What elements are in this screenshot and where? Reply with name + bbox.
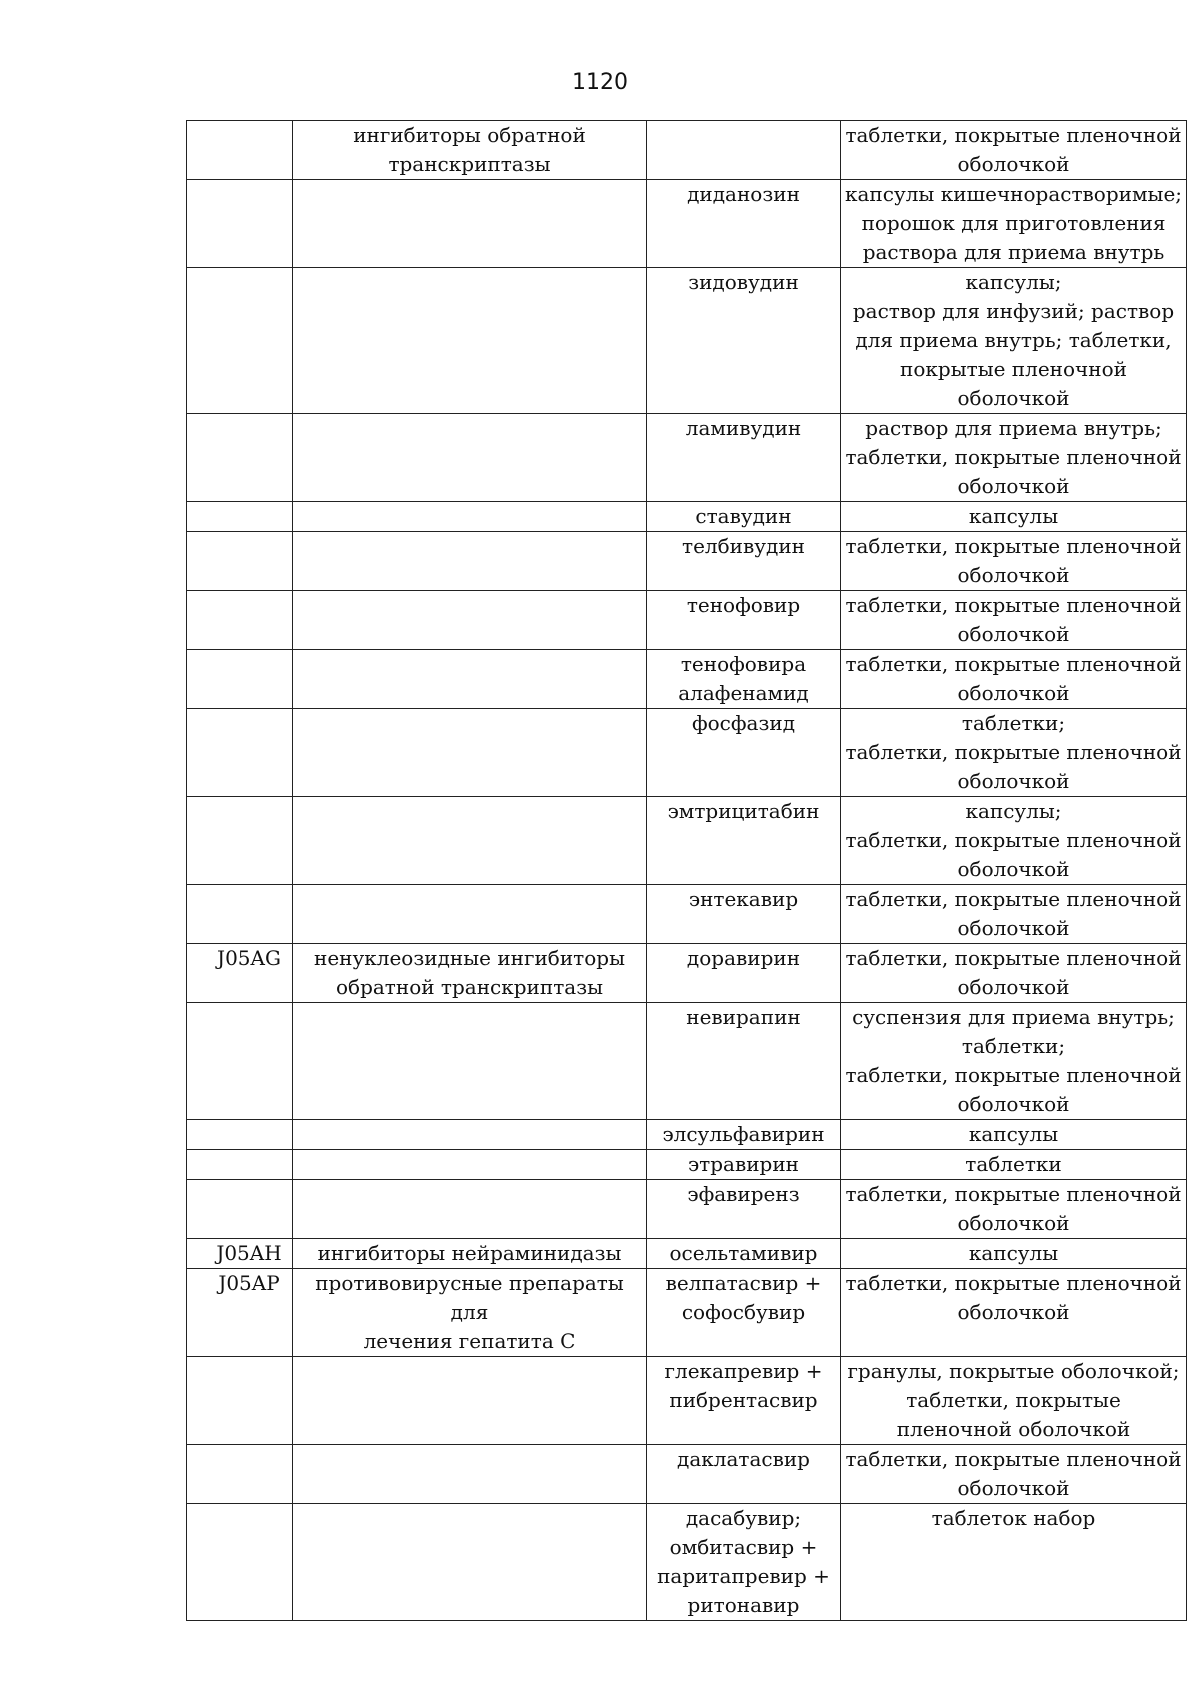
table-row: [187, 502, 1187, 532]
dosage-forms-cell: капсулы: [841, 1120, 1187, 1150]
pharmacological-group-cell: [293, 532, 647, 591]
substance-name-cell: дасабувир; омбитасвир + паритапревир + ритонавир: [647, 1504, 841, 1621]
table-row: [187, 797, 1187, 885]
atc-code-cell: [187, 1504, 293, 1621]
substance-name-cell: диданозин: [647, 180, 841, 268]
table-row: [187, 1357, 1187, 1445]
atc-code-cell: [187, 1120, 293, 1150]
atc-code-cell: [187, 709, 293, 797]
dosage-forms-cell: капсулы; раствор для инфузий; раствор для приема внутрь; таблетки, покрытые пленочной оболочкой: [841, 268, 1187, 414]
pharmacological-group-cell: [293, 502, 647, 532]
substance-name-cell: энтекавир: [647, 885, 841, 944]
table-row: [187, 532, 1187, 591]
table-row: [187, 268, 1187, 414]
substance-name-cell: эмтрицитабин: [647, 797, 841, 885]
atc-code-cell: J05AP: [187, 1269, 293, 1357]
atc-code-cell: [187, 532, 293, 591]
table-row: [187, 1269, 1187, 1357]
substance-name-cell: зидовудин: [647, 268, 841, 414]
atc-code-cell: [187, 502, 293, 532]
substance-name-cell: фосфазид: [647, 709, 841, 797]
pharmacological-group-cell: [293, 1150, 647, 1180]
atc-code-cell: [187, 1180, 293, 1239]
dosage-forms-cell: таблетки, покрытые пленочной оболочкой: [841, 121, 1187, 180]
substance-name-cell: ламивудин: [647, 414, 841, 502]
pharmacological-group-cell: [293, 709, 647, 797]
pharmacological-group-cell: [293, 650, 647, 709]
dosage-forms-cell: таблетки, покрытые пленочной оболочкой: [841, 1180, 1187, 1239]
pharmacological-group-cell: [293, 1445, 647, 1504]
table-row: [187, 1180, 1187, 1239]
pharmacological-group-cell: [293, 797, 647, 885]
dosage-forms-cell: гранулы, покрытые оболочкой; таблетки, покрытые пленочной оболочкой: [841, 1357, 1187, 1445]
pharmacological-group-cell: [293, 1120, 647, 1150]
table-row: [187, 121, 1187, 180]
atc-code-cell: [187, 268, 293, 414]
table-row: [187, 591, 1187, 650]
page-number: 1120: [572, 70, 628, 95]
table-row: [187, 1120, 1187, 1150]
atc-code-cell: [187, 797, 293, 885]
pharmacological-group-cell: ингибиторы обратной транскриптазы: [293, 121, 647, 180]
dosage-forms-cell: таблетки, покрытые пленочной оболочкой: [841, 885, 1187, 944]
substance-name-cell: тенофовира алафенамид: [647, 650, 841, 709]
pharmacological-group-cell: [293, 180, 647, 268]
table-row: [187, 1150, 1187, 1180]
atc-code-cell: [187, 1003, 293, 1120]
dosage-forms-cell: капсулы: [841, 1239, 1187, 1269]
substance-name-cell: этравирин: [647, 1150, 841, 1180]
table-row: [187, 650, 1187, 709]
substance-name-cell: ставудин: [647, 502, 841, 532]
dosage-forms-cell: капсулы: [841, 502, 1187, 532]
table-row: [187, 709, 1187, 797]
table-row: [187, 1445, 1187, 1504]
dosage-forms-cell: таблетки, покрытые пленочной оболочкой: [841, 944, 1187, 1003]
pharmacological-group-cell: ненуклеозидные ингибиторы обратной транскриптазы: [293, 944, 647, 1003]
dosage-forms-cell: таблетки: [841, 1150, 1187, 1180]
pharmacological-group-cell: противовирусные препараты для лечения гепатита С: [293, 1269, 647, 1357]
atc-code-cell: [187, 650, 293, 709]
substance-name-cell: тенофовир: [647, 591, 841, 650]
table-row: [187, 1239, 1187, 1269]
substance-name-cell: элсульфавирин: [647, 1120, 841, 1150]
pharmacological-group-cell: ингибиторы нейраминидазы: [293, 1239, 647, 1269]
substance-name-cell: доравирин: [647, 944, 841, 1003]
table-row: [187, 180, 1187, 268]
atc-code-cell: [187, 591, 293, 650]
dosage-forms-cell: таблетки, покрытые пленочной оболочкой: [841, 591, 1187, 650]
dosage-forms-cell: таблетки, покрытые пленочной оболочкой: [841, 650, 1187, 709]
atc-code-cell: [187, 180, 293, 268]
table-row: [187, 1504, 1187, 1621]
pharmacological-group-cell: [293, 1504, 647, 1621]
pharmacological-group-cell: [293, 885, 647, 944]
dosage-forms-cell: таблетки; таблетки, покрытые пленочной оболочкой: [841, 709, 1187, 797]
substance-name-cell: невирапин: [647, 1003, 841, 1120]
atc-code-cell: [187, 121, 293, 180]
dosage-forms-cell: капсулы кишечнорастворимые; порошок для приготовления раствора для приема внутрь: [841, 180, 1187, 268]
atc-code-cell: [187, 414, 293, 502]
substance-name-cell: даклатасвир: [647, 1445, 841, 1504]
substance-name-cell: телбивудин: [647, 532, 841, 591]
substance-name-cell: глекапревир + пибрентасвир: [647, 1357, 841, 1445]
drug-table: [186, 120, 1187, 1621]
dosage-forms-cell: таблеток набор: [841, 1504, 1187, 1621]
pharmacological-group-cell: [293, 414, 647, 502]
atc-code-cell: [187, 1357, 293, 1445]
pharmacological-group-cell: [293, 1003, 647, 1120]
dosage-forms-cell: капсулы; таблетки, покрытые пленочной оболочкой: [841, 797, 1187, 885]
substance-name-cell: [647, 121, 841, 180]
atc-code-cell: J05AG: [187, 944, 293, 1003]
pharmacological-group-cell: [293, 591, 647, 650]
atc-code-cell: [187, 1150, 293, 1180]
substance-name-cell: эфавиренз: [647, 1180, 841, 1239]
atc-code-cell: [187, 1445, 293, 1504]
pharmacological-group-cell: [293, 268, 647, 414]
table-row: [187, 414, 1187, 502]
pharmacological-group-cell: [293, 1180, 647, 1239]
substance-name-cell: велпатасвир + софосбувир: [647, 1269, 841, 1357]
dosage-forms-cell: таблетки, покрытые пленочной оболочкой: [841, 532, 1187, 591]
table-row: [187, 944, 1187, 1003]
table-body: [187, 121, 1187, 1621]
atc-code-cell: [187, 885, 293, 944]
pharmacological-group-cell: [293, 1357, 647, 1445]
atc-code-cell: J05AH: [187, 1239, 293, 1269]
dosage-forms-cell: таблетки, покрытые пленочной оболочкой: [841, 1445, 1187, 1504]
dosage-forms-cell: раствор для приема внутрь; таблетки, покрытые пленочной оболочкой: [841, 414, 1187, 502]
dosage-forms-cell: таблетки, покрытые пленочной оболочкой: [841, 1269, 1187, 1357]
table-row: [187, 1003, 1187, 1120]
substance-name-cell: осельтамивир: [647, 1239, 841, 1269]
table-row: [187, 885, 1187, 944]
dosage-forms-cell: суспензия для приема внутрь; таблетки; таблетки, покрытые пленочной оболочкой: [841, 1003, 1187, 1120]
